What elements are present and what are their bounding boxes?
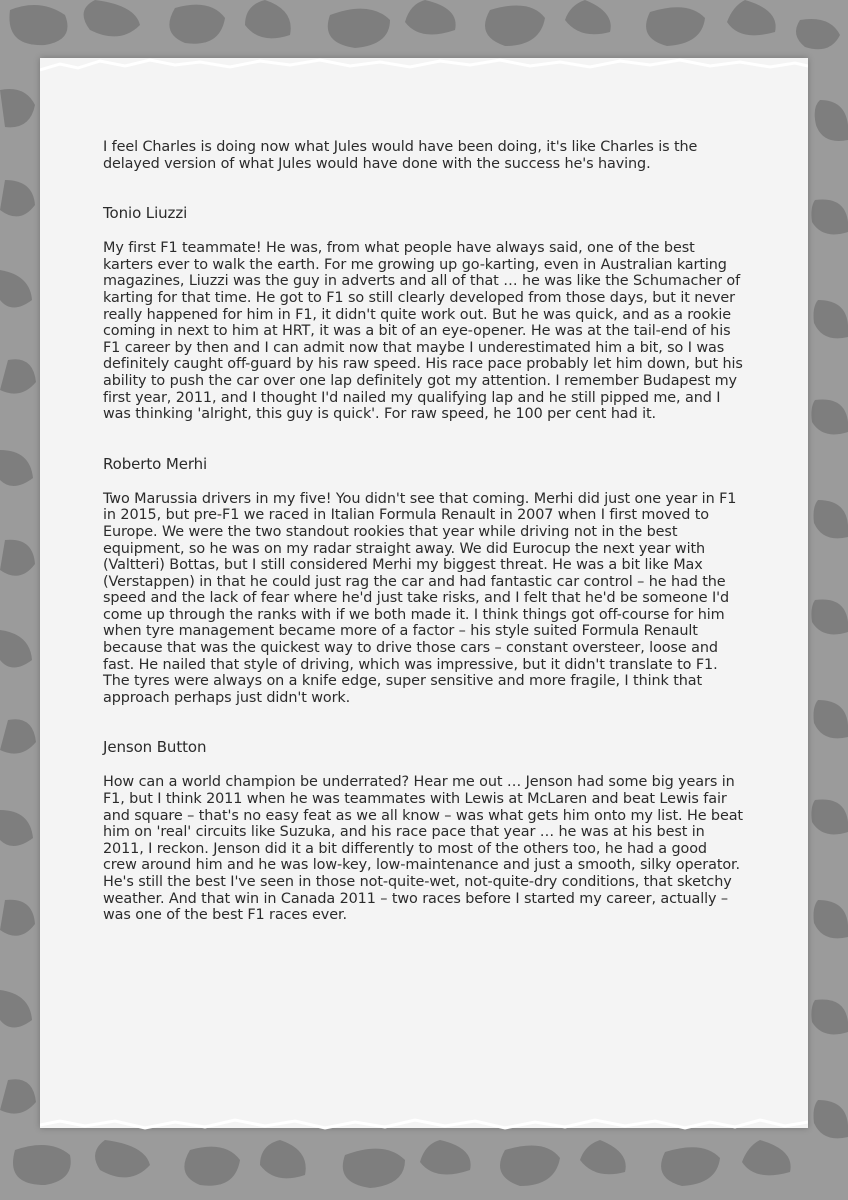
paper-sheet — [40, 58, 808, 1128]
torn-edge-bottom — [40, 1096, 808, 1136]
section-body-button: How can a world champion be underrated? Hear me out … Jenson had some big years in F1, but I think 2011 when he was teammates with Lewis at McLaren and beat Lewis fair and square – that's no easy feat as we all know – was what gets him onto my list. He beat him on 'real' circuits like Suzuka, and his race pace that year … he was at his best in 2011, I reckon. Jenson did it a bit differently to most of the others too, he had a good crew around him and he was low-key, low-maintenance and just a smooth, silky operator. He's still the best I've seen in those not-quite-wet, not-quite-dry conditions, that sketchy weather. And that win in Canada 2011 – two races before I started my career, actually – was one of the best F1 races ever. — [103, 774, 743, 924]
torn-edge-top — [40, 52, 808, 92]
article-content — [103, 139, 743, 924]
section-heading-button: Jenson Button — [103, 738, 207, 757]
intro-paragraph: I feel Charles is doing now what Jules would have been doing, it's like Charles is the delayed version of what Jules would have done with the success he's having. — [103, 139, 698, 172]
section-heading-merhi: Roberto Merhi — [103, 454, 208, 473]
section-body-merhi: Two Marussia drivers in my five! You didn't see that coming. Merhi did just one year in F1 in 2015, but pre-F1 we raced in Italian Formula Renault in 2007 when I first moved to Europe. We were the two standout rookies that year while driving not in the best equipment, so he was on my radar straight away. We did Eurocup the next year with (Valtteri) Bottas, but I still considered Merhi my biggest threat. He was a bit like Max (Verstappen) in that he could just rag the car and had fantastic car control – he had the speed and the lack of fear where he'd just take risks, and I felt that he'd be someone I'd come up through the ranks with if we both made it. I think things got off-course for him when tyre management became more of a factor – his style suited Formula Renault because that was the quickest way to drive those cars – constant oversteer, loose and fast. He nailed that style of driving, which was impressive, but it didn't translate to F1. The tyres were always on a knife edge, super sensitive and more fragile, I think that approach perhaps just didn't work. — [103, 490, 737, 706]
section-body-liuzzi: My first F1 teammate! He was, from what people have always said, one of the best karters ever to walk the earth. For me growing up go-karting, even in Australian karting magazines, Liuzzi was the guy in adverts and all of that … he was like the Schumacher of karting for that time. He got to F1 so still clearly developed from those days, but it never really happened for him in F1, it didn't quite work out. But he was quick, and as a rookie coming in next to him at HRT, it was a bit of an eye-opener. He was at the tail-end of his F1 career by then and I can admit now that maybe I underestimated him a bit, so I was definitely caught off-guard by his raw speed. His race pace probably let him down, but his ability to push the car over one lap definitely got my attention. I remember Budapest my first year, 2011, and I thought I'd nailed my qualifying lap and he still pipped me, and I was thinking 'alright, this guy is quick'. For raw speed, he 100 per cent had it. — [103, 240, 743, 423]
section-heading-liuzzi: Tonio Liuzzi — [103, 204, 188, 223]
